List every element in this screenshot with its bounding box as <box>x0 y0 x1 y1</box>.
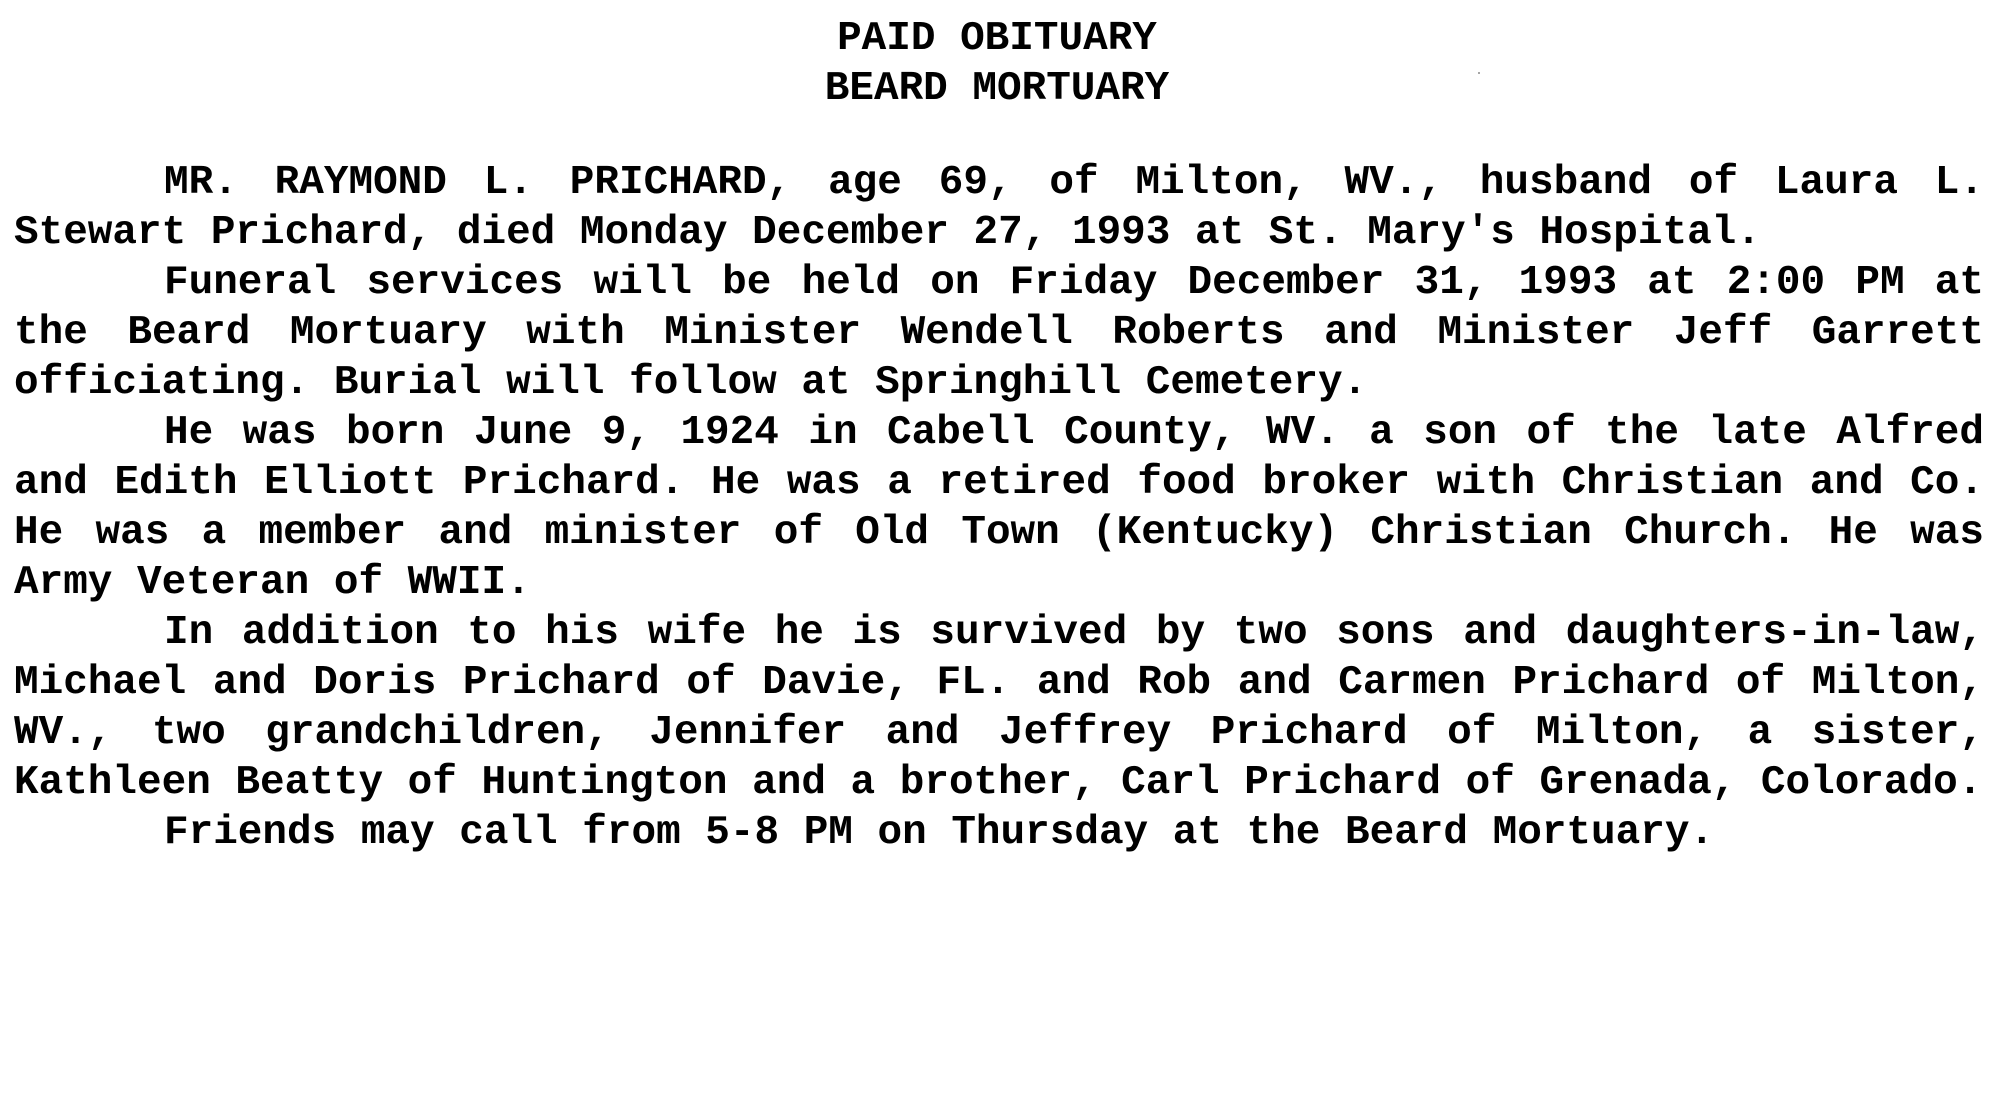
paragraph-survivors: In addition to his wife he is survived by two sons and daughters-in-law, Michael and Doris Prichard of Davie, FL. and Rob and Carmen Prichard of Milton, WV., two grandchildren, Jennifer and Jeffrey Prichard of Milton, a sister, Kathleen Beatty of Huntington and a brother, Carl Prichard of Grenada, Colorado. <box>14 610 1984 806</box>
paragraph-visitation: Friends may call from 5-8 PM on Thursday at the Beard Mortuary. <box>164 810 1715 856</box>
obituary-body <box>14 158 1984 858</box>
scan-speck <box>1478 72 1480 74</box>
paragraph-biography: He was born June 9, 1924 in Cabell County, WV. a son of the late Alfred and Edith Elliott Prichard. He was a retired food broker with Christian and Co. He was a member and minister of Old Town (Kentucky) Christian Church. He was Army Veteran of WWII. <box>14 410 1984 606</box>
paragraph-funeral-services: Funeral services will be held on Friday December 31, 1993 at 2:00 PM at the Beard Mortuary with Minister Wendell Roberts and Minister Jeff Garrett officiating. Burial will follow at Springhill Cemetery. <box>14 260 1984 406</box>
obituary-header <box>14 14 1984 114</box>
obituary-document <box>14 14 1984 1084</box>
paragraph-death-notice: MR. RAYMOND L. PRICHARD, age 69, of Milton, WV., husband of Laura L. Stewart Prichard, died Monday December 27, 1993 at St. Mary's Hospital. <box>14 160 1984 256</box>
header-title: PAID OBITUARY <box>837 16 1157 62</box>
header-subtitle: BEARD MORTUARY <box>824 66 1170 112</box>
